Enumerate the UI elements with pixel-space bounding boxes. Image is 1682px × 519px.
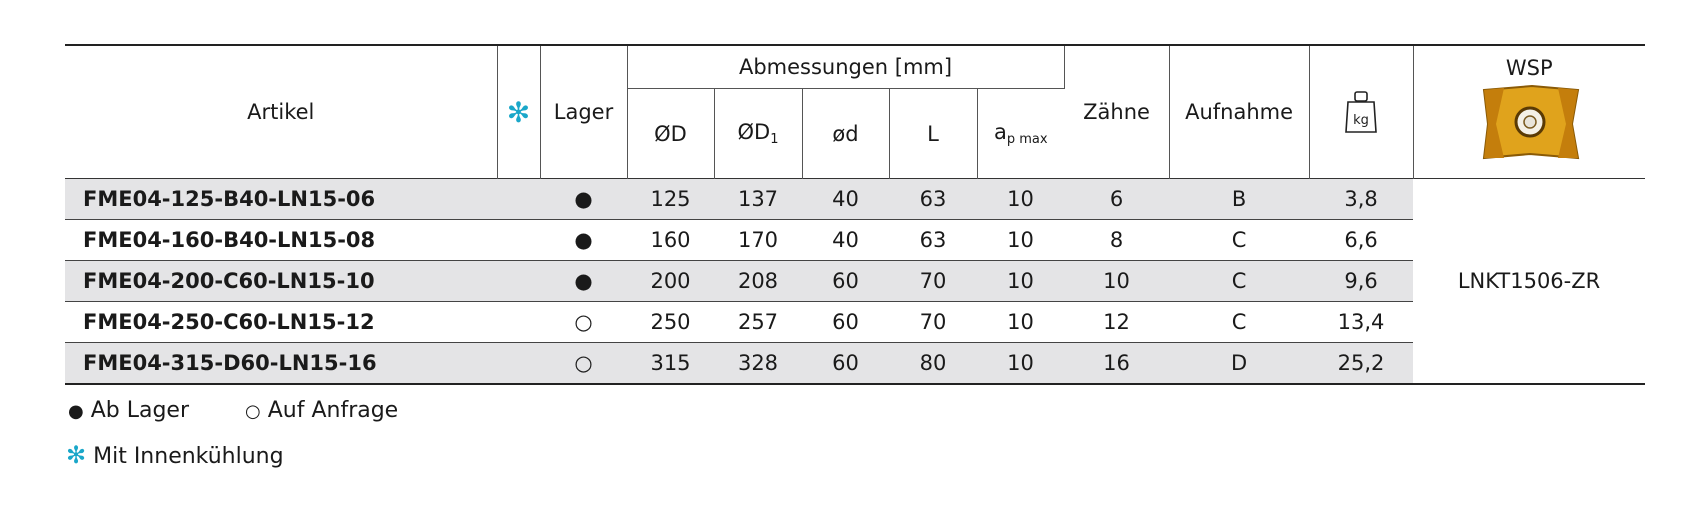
cell-cooling (497, 302, 540, 343)
cell-lager: ○ (540, 302, 627, 343)
cell-cooling (497, 220, 540, 261)
cell-zaehne: 10 (1064, 261, 1169, 302)
cell-weight: 3,8 (1309, 179, 1413, 220)
product-table (65, 44, 1645, 385)
cell-length: 80 (889, 343, 977, 385)
cell-weight: 9,6 (1309, 261, 1413, 302)
table-row (65, 179, 1645, 220)
cell-d1: 170 (714, 220, 802, 261)
cell-lager: ○ (540, 343, 627, 385)
open-circle-icon: ○ (245, 401, 261, 422)
header-wsp (1413, 45, 1645, 179)
cell-lager: ● (540, 179, 627, 220)
legend-cooling (66, 441, 284, 469)
header-ap-max: $a_{p max}$ (993, 120, 1048, 147)
cell-d-outer: 160 (627, 220, 714, 261)
header-aufnahme: Aufnahme (1169, 45, 1309, 179)
cell-artikel: FME04-250-C60-LN15-12 (65, 302, 497, 343)
header-lager: Lager (540, 45, 627, 179)
cell-d-bore: 60 (802, 302, 889, 343)
cell-d1: 208 (714, 261, 802, 302)
cell-cooling (497, 179, 540, 220)
cell-aufnahme: C (1169, 302, 1309, 343)
cell-d1: 328 (714, 343, 802, 385)
legend-stock (68, 398, 189, 423)
cell-lager: ● (540, 220, 627, 261)
cell-ap: 10 (977, 302, 1064, 343)
header-dimensions-group: Abmessungen [mm] (627, 45, 1064, 89)
cell-zaehne: 12 (1064, 302, 1169, 343)
cell-length: 63 (889, 179, 977, 220)
cell-weight: 25,2 (1309, 343, 1413, 385)
cell-d-bore: 60 (802, 343, 889, 385)
svg-text:kg: kg (1353, 113, 1369, 128)
weight-kg-icon (1344, 90, 1378, 134)
snowflake-cooling-icon: ✻ (66, 441, 87, 469)
cell-cooling (497, 261, 540, 302)
legend-request-label: Auf Anfrage (267, 398, 399, 423)
cell-d-outer: 125 (627, 179, 714, 220)
cell-ap: 10 (977, 179, 1064, 220)
cell-wsp: LNKT1506-ZR (1413, 179, 1645, 385)
cell-aufnahme: D (1169, 343, 1309, 385)
header-d1: $ØD_1$ (714, 89, 802, 179)
header-wsp-label: WSP (1505, 56, 1553, 80)
table-row (65, 261, 1645, 302)
cell-length: 70 (889, 302, 977, 343)
cell-weight: 13,4 (1309, 302, 1413, 343)
cell-ap: 10 (977, 343, 1064, 385)
cutting-insert-icon (1474, 84, 1584, 164)
header-d-bore: ød (802, 89, 889, 179)
header-cooling (497, 45, 540, 179)
cell-d1: 137 (714, 179, 802, 220)
header-weight (1309, 45, 1413, 179)
table-row (65, 302, 1645, 343)
cell-cooling (497, 343, 540, 385)
header-artikel: Artikel (65, 45, 497, 179)
cell-zaehne: 16 (1064, 343, 1169, 385)
legend-stock-label: Ab Lager (90, 398, 190, 423)
cell-length: 63 (889, 220, 977, 261)
cell-d-bore: 60 (802, 261, 889, 302)
cell-aufnahme: B (1169, 179, 1309, 220)
legend-request (245, 398, 398, 423)
cell-artikel: FME04-160-B40-LN15-08 (65, 220, 497, 261)
cell-weight: 6,6 (1309, 220, 1413, 261)
cell-d-outer: 200 (627, 261, 714, 302)
cell-ap: 10 (977, 220, 1064, 261)
cell-d1: 257 (714, 302, 802, 343)
header-zaehne: Zähne (1064, 45, 1169, 179)
cell-d-bore: 40 (802, 220, 889, 261)
cell-lager: ● (540, 261, 627, 302)
cell-d-outer: 315 (627, 343, 714, 385)
table-row (65, 220, 1645, 261)
cell-artikel: FME04-315-D60-LN15-16 (65, 343, 497, 385)
cell-d-bore: 40 (802, 179, 889, 220)
header-d-outer: ØD (627, 89, 714, 179)
legend-cooling-label: Mit Innenkühlung (93, 444, 284, 469)
cell-artikel: FME04-125-B40-LN15-06 (65, 179, 497, 220)
cell-ap: 10 (977, 261, 1064, 302)
cell-length: 70 (889, 261, 977, 302)
cell-aufnahme: C (1169, 220, 1309, 261)
snowflake-cooling-icon: ✻ (506, 95, 531, 129)
filled-circle-icon: ● (68, 401, 84, 422)
cell-zaehne: 6 (1064, 179, 1169, 220)
cell-aufnahme: C (1169, 261, 1309, 302)
cell-artikel: FME04-200-C60-LN15-10 (65, 261, 497, 302)
table-row (65, 343, 1645, 385)
cell-d-outer: 250 (627, 302, 714, 343)
cell-zaehne: 8 (1064, 220, 1169, 261)
header-length: L (889, 89, 977, 179)
